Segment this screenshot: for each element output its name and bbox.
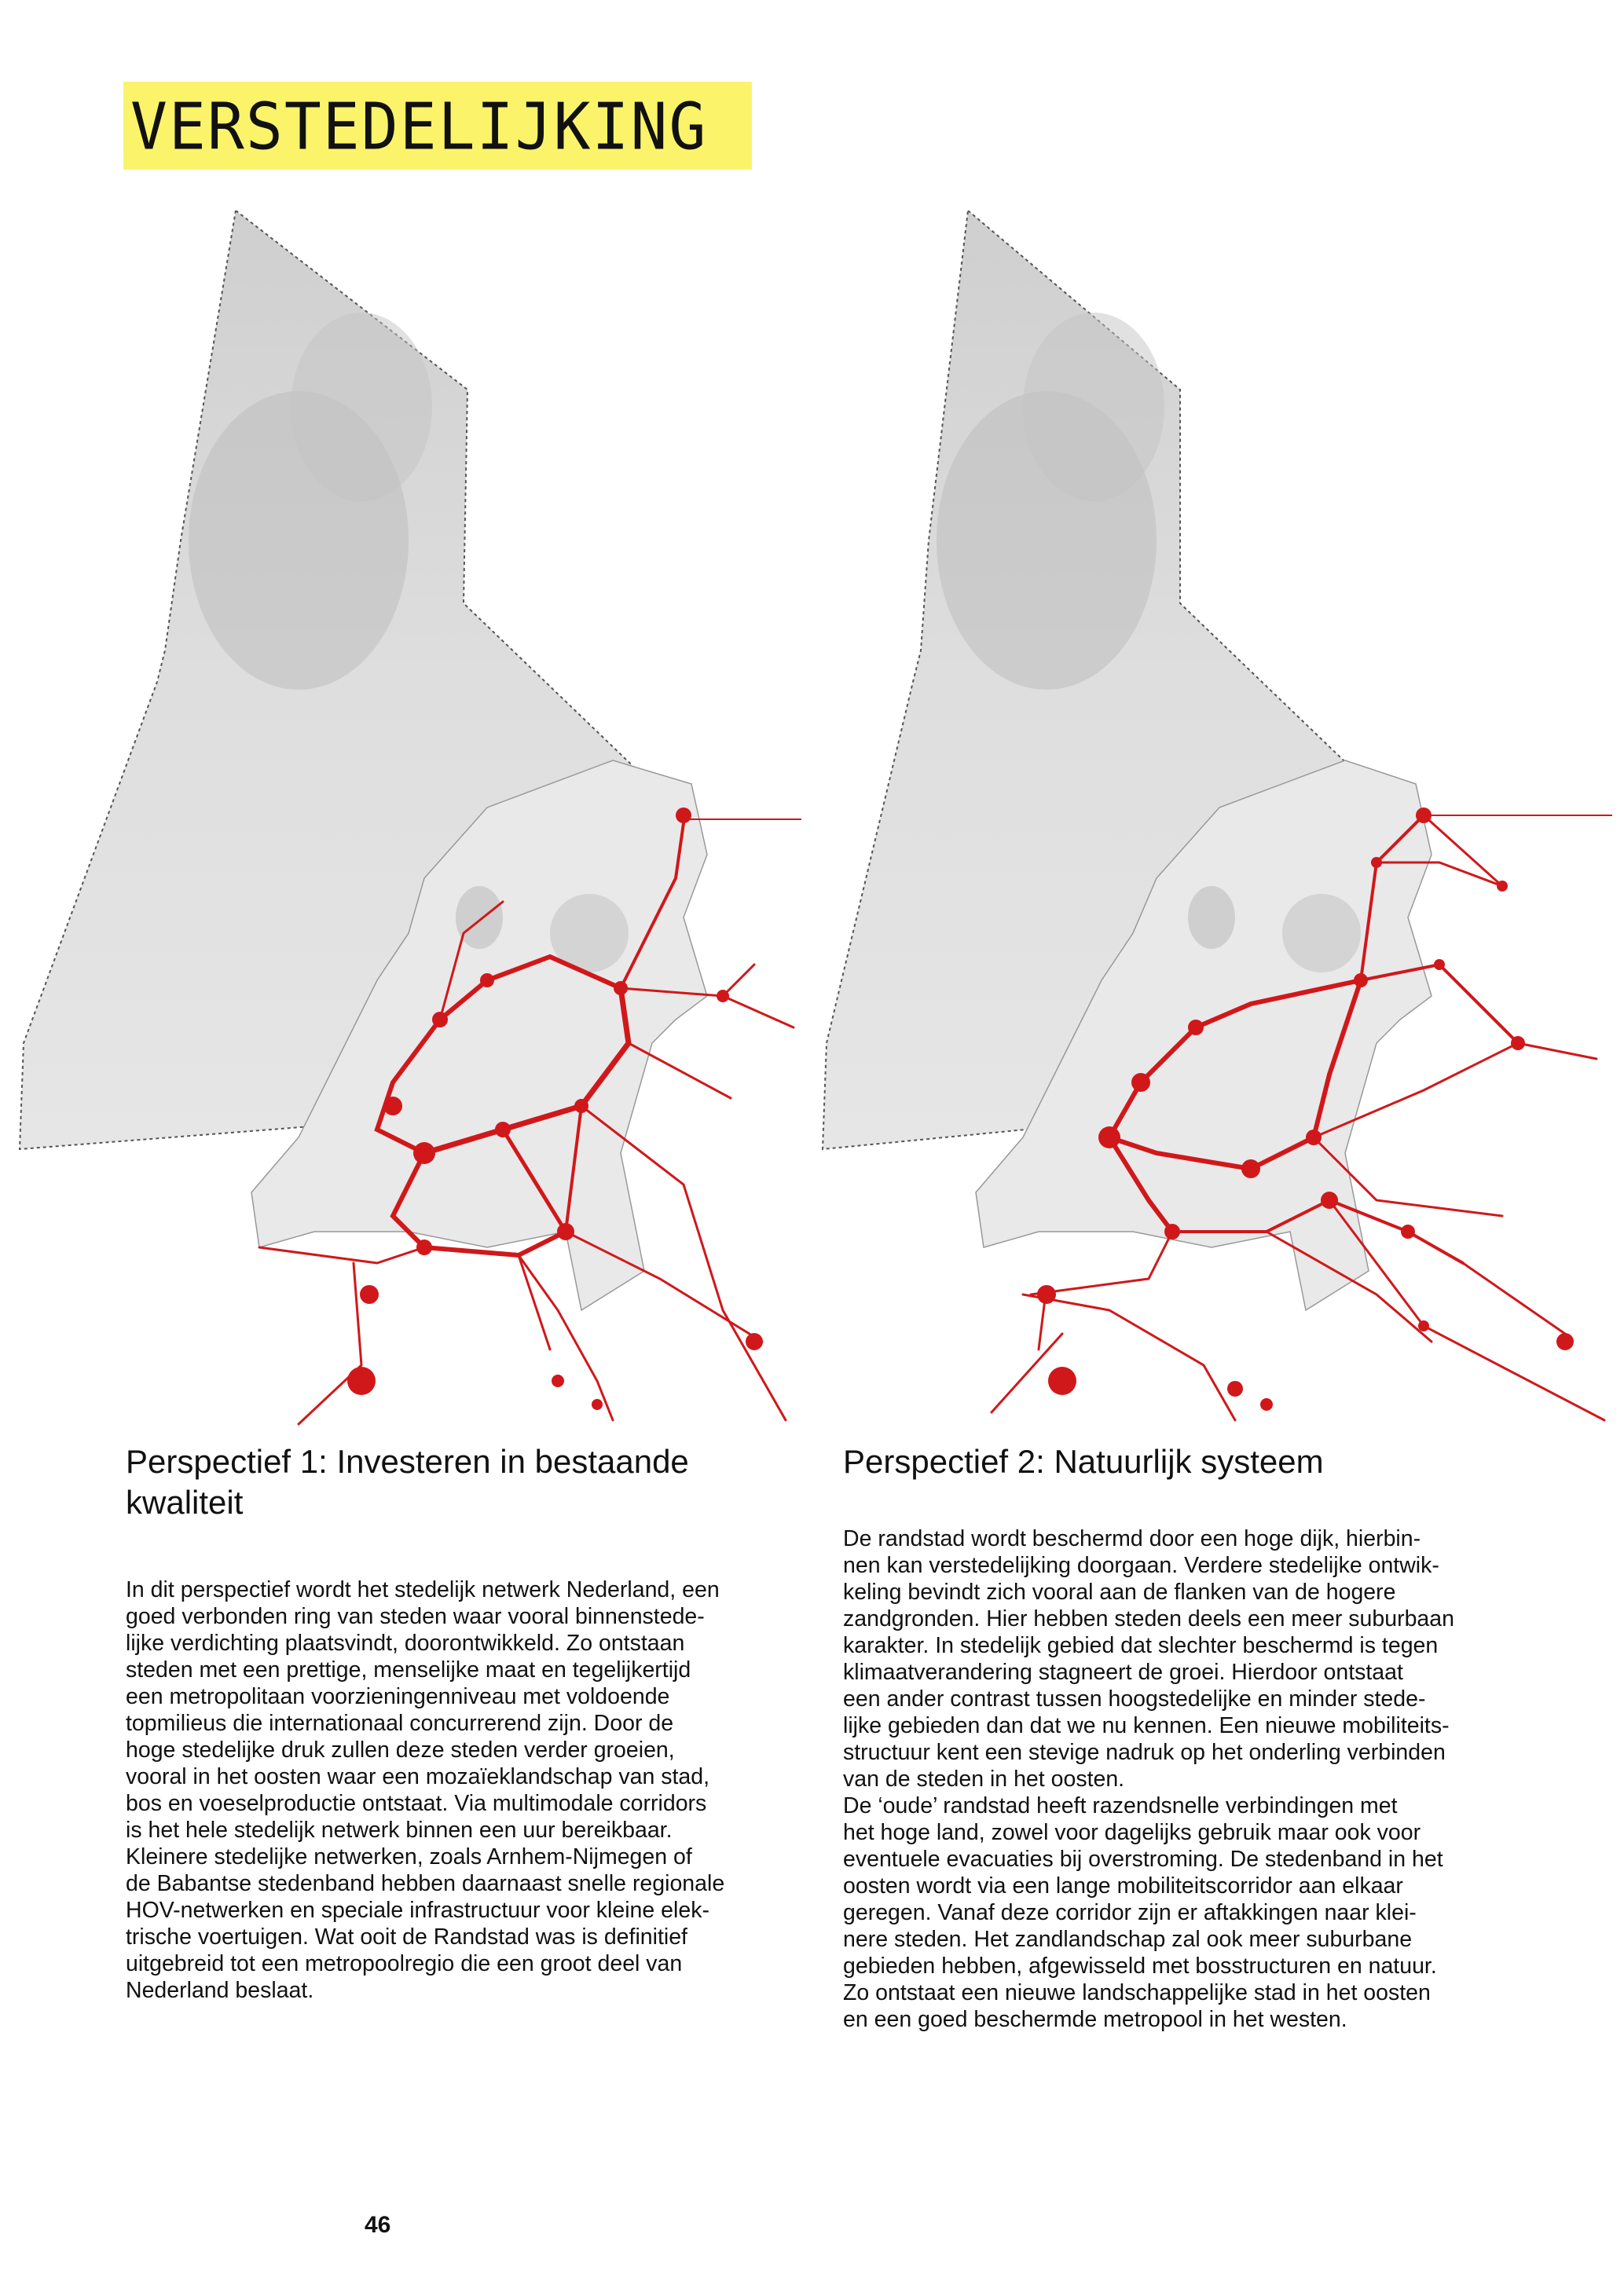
page-title: VERSTEDELIJKING: [130, 90, 708, 165]
perspectief-1-body: In dit perspectief wordt het stedelijk netwerk Nederland, een goed verbonden ring van steden waar vooral binnenstede- lijke verdichting plaatsvindt, doorontwikkeld. Zo ontstaan steden met een prettige, menselijke maat en tegelijkertijd een metropolitaan voorzieningenniveau met voldoende topmilieus die internationaal concurrerend zijn. Door de hoge stedelijke druk zullen deze steden verder groeien, vooral in het oosten waar een mozaïeklandschap van stad, bos en voeselproductie ontstaat. Via multimodale corridors is het hele stedelijk netwerk binnen een uur bereikbaar. Kleinere stedelijke netwerken, zoals Arnhem-Nijmegen of de Babantse stedenband hebben daarnaast snelle regionale HOV-netwerken en speciale infrastructuur voor kleine elek- trische voertuigen. Wat ooit de Randstad was is definitief uitgebreid tot een metropoolregio die een groot deel van Nederland beslaat.: [126, 1577, 725, 2003]
perspectief-2-body: De randstad wordt beschermd door een hoge dijk, hierbin- nen kan verstedelijking doorgaan. Verdere stedelijke ontwik- keling bevindt zich vooral aan de flanken van de hogere zandgronden. Hier hebben steden deels een meer suburbaan karakter. In stedelijk gebied dat slechter beschermd is tegen klimaatverandering stagneert de groei. Hierdoor ontstaat een ander contrast tussen hoogstedelijke en minder stede- lijke gebieden dan dat we nu kennen. Een nieuwe mobiliteits- structuur kent een stevige nadruk op het onderling verbinden van de steden in het oosten. De ‘oude’ randstad heeft razendsnelle verbindingen met het hoge land, zowel voor dagelijks gebruik maar ook voor eventuele evacuaties bij overstroming. De stedenband in het oosten wordt via een lange mobiliteitscorridor aan elkaar geregen. Vanaf deze corridor zijn er aftakkingen naar klei- nere steden. Het zandlandschap zal ook meer suburbane gebieden hebben, afgewisseld met bosstructuren en natuur. Zo ontstaat een nieuwe landschappelijke stad in het oosten en een goed beschermde metropool in het westen.: [843, 1526, 1454, 2032]
perspectief-1-heading: Perspectief 1: Investeren in bestaande kwaliteit: [126, 1443, 689, 1521]
perspectief-1-map: [0, 211, 801, 1433]
perspectief-2-map: [811, 211, 1612, 1433]
perspectief-2-heading: Perspectief 2: Natuurlijk systeem: [843, 1443, 1324, 1480]
page-number: 46: [365, 2212, 391, 2238]
